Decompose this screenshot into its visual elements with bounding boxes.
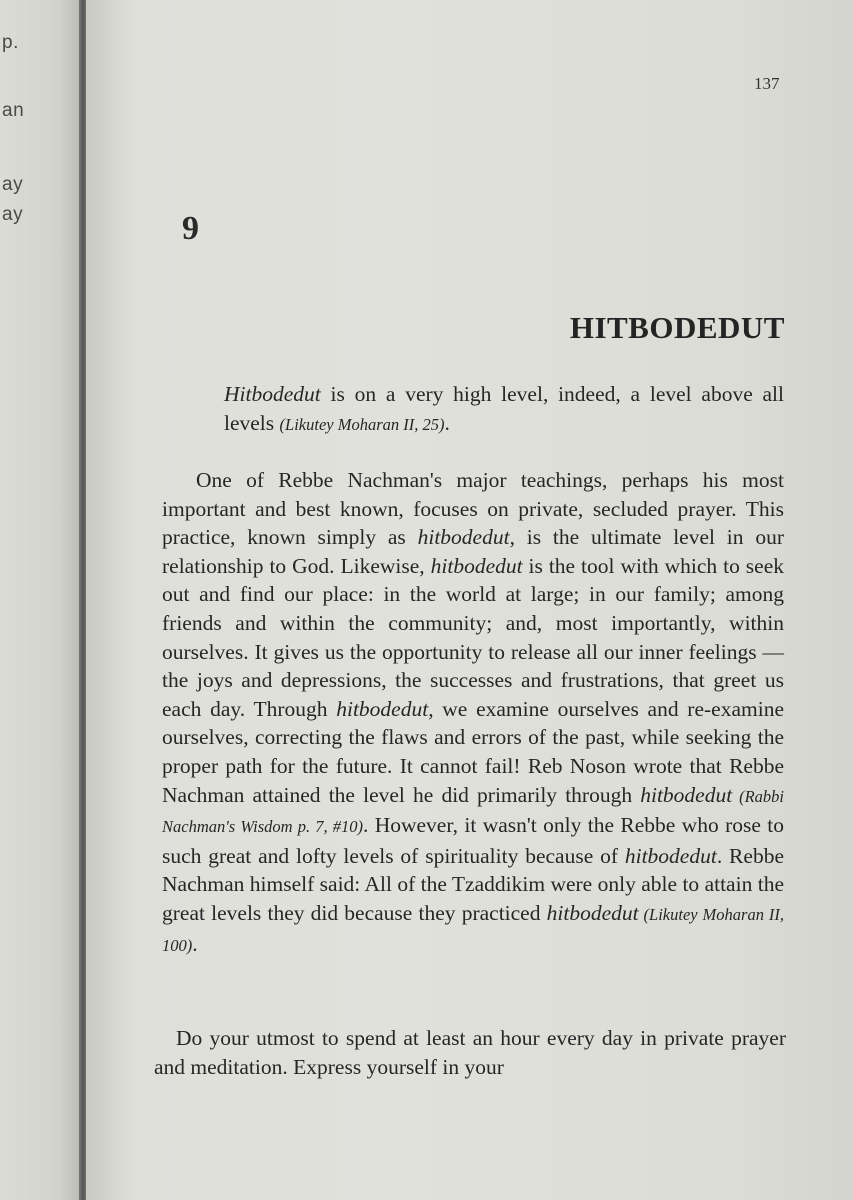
epigraph-end: . — [444, 410, 450, 435]
left-page-fragment: p. — [2, 32, 19, 53]
italic-term: hitbodedut — [546, 900, 639, 925]
epigraph-citation: (Likutey Moharan II, 25) — [279, 414, 445, 434]
italic-term: hitbodedut — [417, 525, 510, 550]
left-page-edge — [0, 0, 84, 1200]
text-run: , is the ultimate level in our relationship to God. Likewise, — [162, 525, 784, 578]
text-run: . However, it wasn't only the Rebbe who rose to such great and lofty levels of spirituality because of — [162, 813, 784, 868]
left-page-fragment: ay — [2, 174, 24, 195]
body-paragraph — [162, 466, 784, 960]
text-run: . — [192, 931, 198, 956]
chapter-title: HITBODEDUT — [569, 310, 785, 345]
text-run: . Rebbe Nachman himself said: All of the Tzaddikim were only able to attain the great levels they did because they practiced — [162, 843, 784, 925]
body-paragraph: Do your utmost to spend at least an hour every day in private prayer and meditation. Express yourself in your — [154, 1026, 786, 1079]
epigraph — [224, 380, 784, 439]
chapter-number: 9 — [182, 210, 199, 247]
page-number: 137 — [754, 74, 780, 93]
italic-term: hitbodedut — [336, 696, 429, 721]
italic-term: hitbodedut — [624, 843, 717, 868]
italic-term: hitbodedut — [640, 782, 733, 807]
epigraph-text: is on a very high level, indeed, a level above all levels — [224, 382, 784, 435]
citation: (Likutey Moharan II, 100) — [162, 904, 784, 955]
citation: (Rabbi Nachman's Wisdom p. 7, #10) — [162, 786, 784, 837]
left-page-fragment: ay — [2, 204, 24, 225]
text-run: , we examine ourselves and re-examine ourselves, correcting the flaws and errors of the past, while seeking the proper path for the future. It cannot fail! Reb Noson wrote that Rebbe Nachman attained the level he did primarily through — [162, 696, 784, 807]
text-run: One of Rebbe Nachman's major teachings, perhaps his most important and best known, focuses on private, secluded prayer. This practice, known simply as — [162, 468, 784, 550]
left-page-fragment: an — [2, 100, 25, 121]
book-page — [86, 0, 853, 1200]
text-run: is the tool with which to seek out and find our place: in the world at large; in our family; among friends and within the community; and, most importantly, within ourselves. It gives us the opportunity to release all our inner feelings — the joys and depressions, the successes and frustrations, that greet us each day. Through — [162, 553, 784, 721]
epigraph-term: Hitbodedut — [224, 382, 321, 406]
italic-term: hitbodedut — [430, 553, 523, 578]
